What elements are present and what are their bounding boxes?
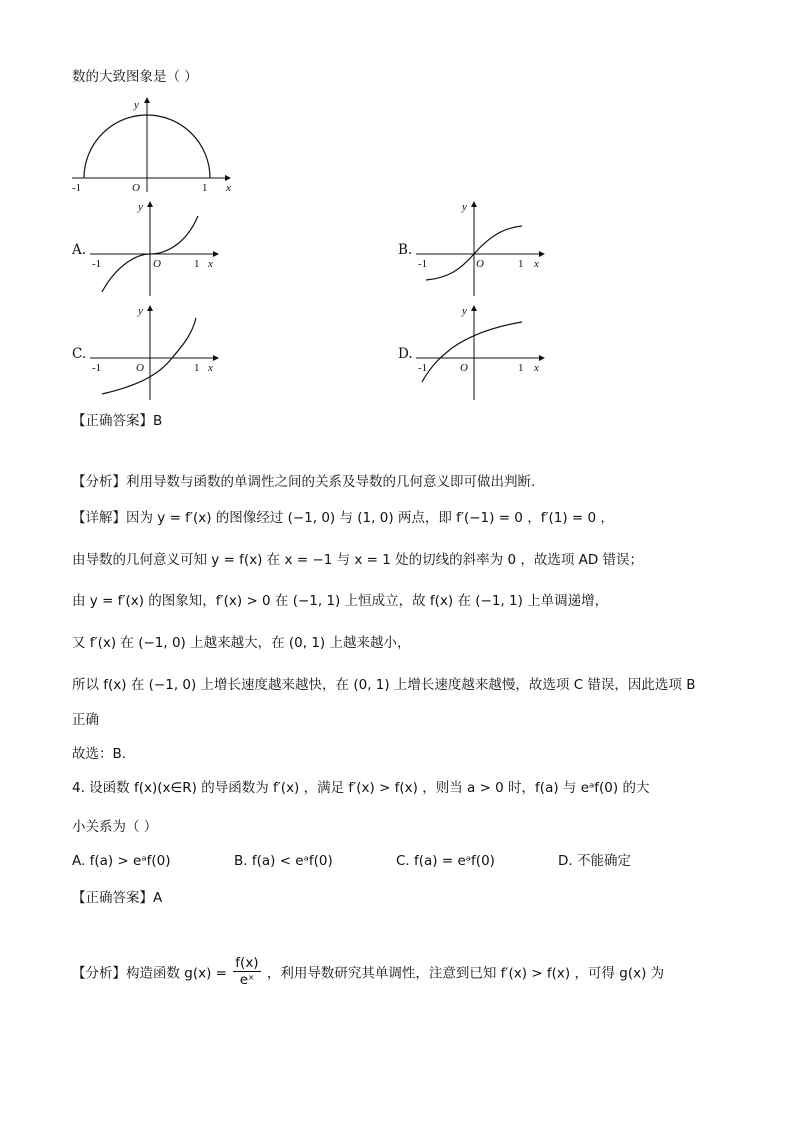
q4-option-c[interactable]: C. f(a) = eᵃf(0) [396, 853, 495, 869]
q3-analysis: 【分析】利用导数与函数的单调性之间的关系及导数的几何意义即可做出判断. [72, 474, 536, 490]
option-d-graph[interactable] [412, 300, 552, 402]
q3-detail-line-3: 由 y = f′(x) 的图象知，f′(x) > 0 在 (−1, 1) 上恒成立，故 f(x) 在 (−1, 1) 上单调递增， [72, 593, 609, 609]
option-c-curve [102, 318, 196, 394]
option-c-label[interactable]: C. [72, 346, 87, 362]
svg-text:x: x [208, 258, 213, 270]
svg-text:x: x [534, 362, 539, 374]
q4-stem-line-2: 小关系为（ ） [72, 819, 158, 835]
q3-detail-line-5: 所以 f(x) 在 (−1, 0) 上增长速度越来越快，在 (0, 1) 上增长速度越来越慢，故选项 C 错误，因此选项 B [72, 677, 696, 693]
q3-choice: 故选：B. [72, 746, 127, 762]
fraction: $\frac{f(x)}{\text{eˣ}}$ [235, 955, 259, 988]
svg-text:-1: -1 [418, 258, 428, 270]
label-neg-one: -1 [72, 182, 82, 194]
q3-detail-line-2: 由导数的几何意义可知 y = f(x) 在 x = −1 与 x = 1 处的切线的斜率为 0 ，故选项 AD 错误； [72, 552, 644, 568]
q4-answer: 【正确答案】A [72, 890, 163, 906]
svg-text:-1: -1 [92, 362, 102, 374]
question-intro: 数的大致图象是（ ） [72, 69, 198, 85]
label-x: x [226, 182, 231, 194]
q4-option-b[interactable]: B. f(a) < eᵃf(0) [234, 853, 333, 869]
option-b-graph[interactable] [412, 196, 552, 298]
option-d-label[interactable]: D. [398, 346, 413, 362]
q4-option-d[interactable]: D. 不能确定 [558, 853, 631, 869]
svg-text:y: y [138, 305, 143, 317]
label-one: 1 [202, 182, 208, 194]
svg-text:y: y [138, 201, 143, 213]
svg-text:1: 1 [194, 258, 200, 270]
svg-text:y: y [462, 201, 467, 213]
main-graph [68, 92, 248, 194]
svg-text:1: 1 [518, 258, 524, 270]
q3-answer: 【正确答案】B [72, 413, 163, 429]
q4-analysis: 【分析】构造函数 g(x) = $\frac{f(x)}{\text{eˣ}}$ ，利用导数研究其单调性，注意到已知 f′(x) > f(x) ，可得 g(x) 为 [72, 955, 665, 988]
q4-option-a[interactable]: A. f(a) > eᵃf(0) [72, 853, 171, 869]
svg-text:x: x [534, 258, 539, 270]
svg-text:-1: -1 [418, 362, 428, 374]
svg-text:y: y [462, 305, 467, 317]
q3-detail-line-1: 【详解】因为 y = f′(x) 的图像经过 (−1, 0) 与 (1, 0) 两点，即 f′(−1) = 0 ，f′(1) = 0 ， [72, 510, 614, 526]
option-d-curve [422, 322, 522, 382]
svg-text:-1: -1 [92, 258, 102, 270]
label-origin: O [132, 182, 140, 194]
svg-text:O: O [136, 362, 144, 374]
svg-text:O: O [460, 362, 468, 374]
svg-text:1: 1 [194, 362, 200, 374]
option-a-label[interactable]: A. [72, 242, 87, 258]
svg-text:1: 1 [518, 362, 524, 374]
svg-text:O: O [476, 258, 484, 270]
option-b-label[interactable]: B. [398, 242, 413, 258]
option-c-graph[interactable] [86, 300, 226, 402]
svg-text:O: O [153, 258, 161, 270]
svg-text:x: x [208, 362, 213, 374]
label-y: y [134, 99, 139, 111]
option-a-graph[interactable] [86, 196, 226, 298]
q4-stem-line-1: 4. 设函数 f(x)(x∈R) 的导函数为 f′(x) ，满足 f′(x) > f(x) ，则当 a > 0 时，f(a) 与 eᵃf(0) 的大 [72, 780, 650, 796]
q3-detail-line-6: 正确 [72, 712, 99, 728]
q3-detail-line-4: 又 f′(x) 在 (−1, 0) 上越来越大，在 (0, 1) 上越来越小， [72, 635, 411, 651]
